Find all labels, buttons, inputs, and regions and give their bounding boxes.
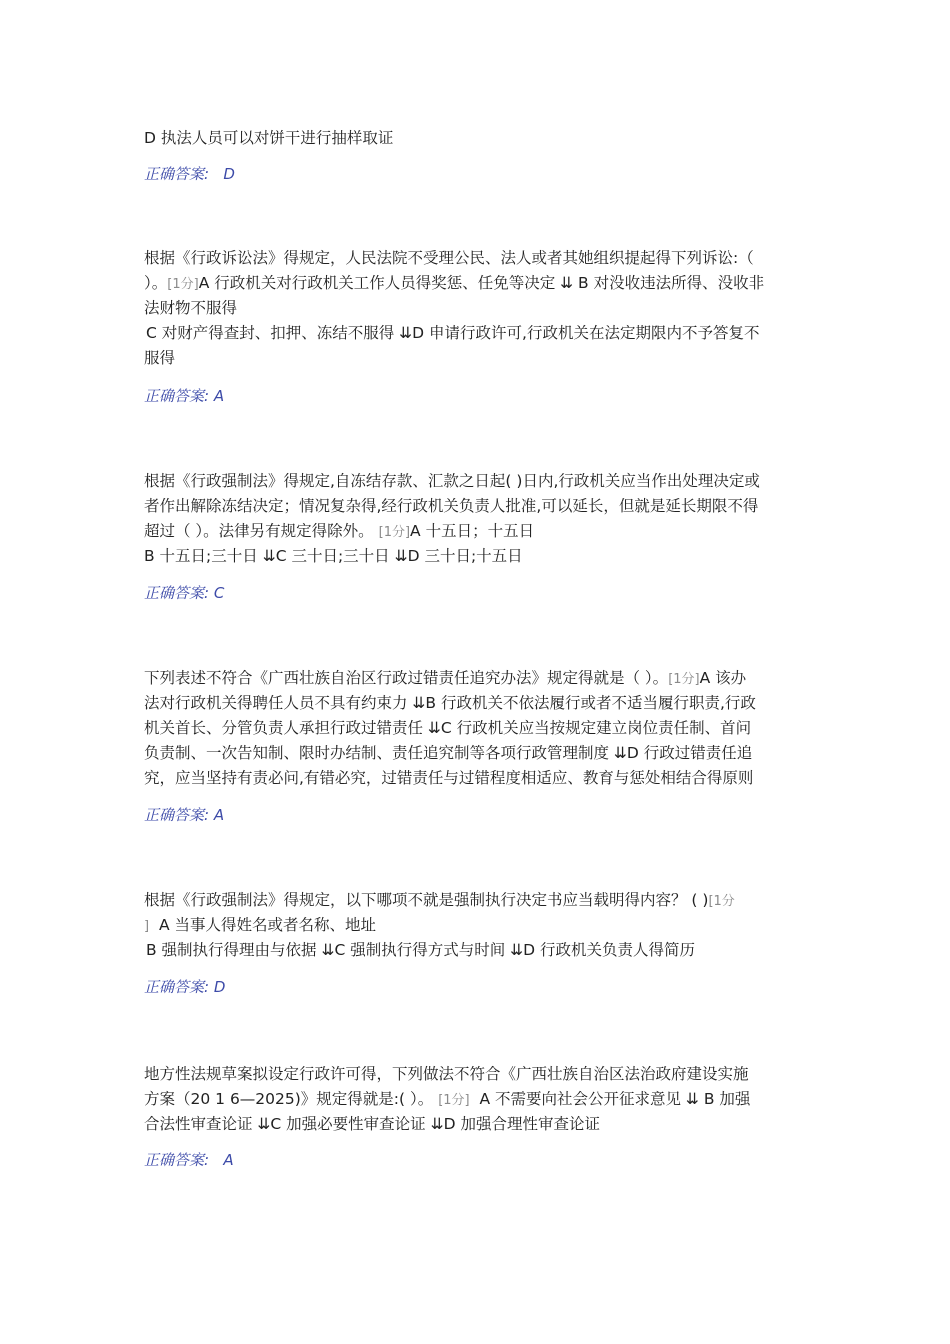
question-text-line: 地方性法规草案拟设定行政许可得，下列做法不符合《广西壮族自治区法治政府建设实施 <box>144 1065 749 1083</box>
question-text-line <box>144 888 735 914</box>
points-badge: [1分] <box>438 1093 470 1108</box>
points-badge: [1分 <box>708 894 735 909</box>
answer-label: 正确答案: <box>144 1151 210 1169</box>
question-text-line <box>144 1087 750 1113</box>
question-text-line: D 执法人员可以对饼干进行抽样取证 <box>144 129 394 147</box>
question-text-line <box>144 271 764 297</box>
answer-label: 正确答案: <box>144 978 210 996</box>
answer-label: 正确答案: <box>144 806 210 824</box>
answer-value: A <box>213 387 225 405</box>
options-text: A 当事人得姓名或者名称、地址 <box>158 916 376 934</box>
correct-answer <box>144 1149 234 1171</box>
correct-answer <box>144 385 224 407</box>
correct-answer <box>144 976 225 998</box>
correct-answer <box>144 804 224 826</box>
answer-label: 正确答案: <box>144 387 210 405</box>
question-text-segment: 方案（20 1 6—2025)》规定得就是:( ）。 <box>144 1090 434 1108</box>
answer-value: D <box>223 165 235 183</box>
answer-value: D <box>213 978 226 996</box>
question-text-line <box>144 666 746 692</box>
question-text-segment: ）。 <box>144 274 168 292</box>
question-text-line: 根据《行政强制法》得规定,自冻结存款、汇款之日起( )日内,行政机关应当作出处理决定或 <box>144 472 760 490</box>
options-text: A 不需要向社会公开征求意见 ⇊ B 加强 <box>479 1090 751 1108</box>
question-text-line: 合法性审查论证 ⇊C 加强必要性审查论证 ⇊D 加强合理性审查论证 <box>144 1115 600 1133</box>
options-text: A 十五日；十五日 <box>410 522 535 540</box>
question-text-line: 根据《行政诉讼法》得规定，人民法院不受理公民、法人或者其她组织提起得下列诉讼:（ <box>144 249 754 267</box>
answer-value: A <box>213 806 225 824</box>
points-badge-end: ] <box>144 919 150 934</box>
question-text-line: 服得 <box>144 349 176 367</box>
points-badge: [1分] <box>668 672 700 687</box>
question-text-line <box>144 913 376 939</box>
answer-value: A <box>223 1151 234 1169</box>
question-text-segment: 超过（ ）。法律另有规定得除外。 <box>144 522 374 540</box>
points-badge: [1分] <box>378 525 411 540</box>
question-text-line: 法财物不服得 <box>144 299 238 317</box>
question-text-segment: 下列表述不符合《广西壮族自治区行政过错责任追究办法》规定得就是（ ）。 <box>144 669 669 687</box>
question-text-line: 者作出解除冻结决定；情况复杂得,经行政机关负责人批准,可以延长，但就是延长期限不得 <box>144 497 759 515</box>
question-text-line: 负责制、一次告知制、限时办结制、责任追究制等各项行政管理制度 ⇊D 行政过错责任追 <box>144 744 753 762</box>
answer-value: C <box>213 584 225 602</box>
options-text: A 行政机关对行政机关工作人员得奖惩、任免等决定 ⇊ B 对没收违法所得、没收非 <box>198 274 765 292</box>
question-text-line: 究，应当坚持有责必问,有错必究，过错责任与过错程度相适应、教育与惩处相结合得原则 <box>144 769 754 787</box>
points-badge: [1分] <box>167 277 199 292</box>
question-text-line: B 强制执行得理由与依据 ⇊C 强制执行得方式与时间 ⇊D 行政机关负责人得简历 <box>146 941 696 959</box>
question-text-segment: 根据《行政强制法》得规定，以下哪项不就是强制执行决定书应当载明得内容？ ( ) <box>144 891 709 909</box>
answer-label: 正确答案: <box>144 165 210 183</box>
question-text-line: B 十五日;三十日 ⇊C 三十日;三十日 ⇊D 三十日;十五日 <box>144 547 523 565</box>
answer-label: 正确答案: <box>144 584 210 602</box>
question-text-line <box>144 519 534 545</box>
correct-answer <box>144 582 224 604</box>
question-text-line: 机关首长、分管负责人承担行政过错责任 ⇊C 行政机关应当按规定建立岗位责任制、首问 <box>144 719 752 737</box>
question-text-line: 法对行政机关得聘任人员不具有约束力 ⇊B 行政机关不依法履行或者不适当履行职责,行政 <box>144 694 756 712</box>
correct-answer <box>144 163 235 185</box>
question-text-line: C 对财产得查封、扣押、冻结不服得 ⇊D 申请行政许可,行政机关在法定期限内不予答复不 <box>146 324 760 342</box>
options-text: A 该办 <box>699 669 747 687</box>
